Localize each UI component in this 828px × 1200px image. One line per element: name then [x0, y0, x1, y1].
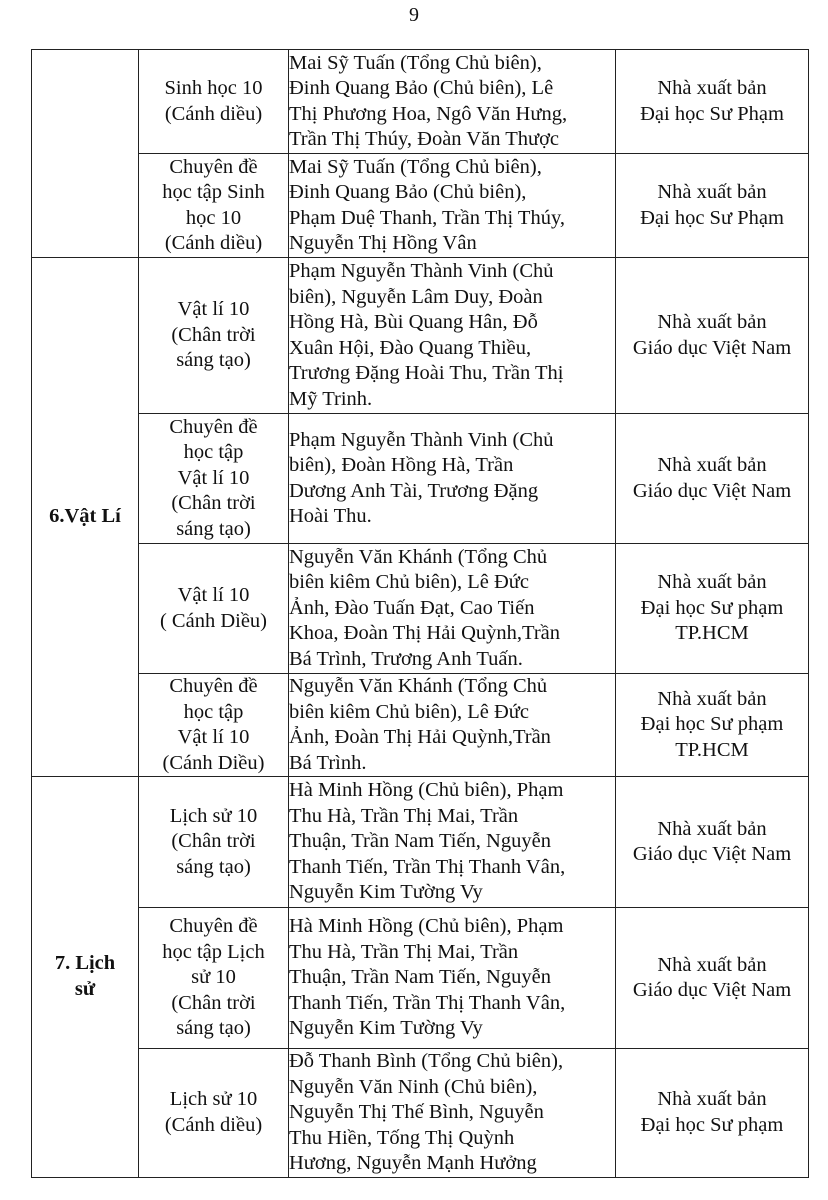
authors-text: Mai Sỹ Tuấn (Tổng Chủ biên), Đinh Quang Bảo (Chủ biên), Phạm Duệ Thanh, Trần Thị Thúy, Nguyễn Thị Hồng Vân — [289, 155, 565, 254]
authors-cell — [289, 908, 616, 1049]
book-title-cell — [139, 908, 289, 1049]
book-title-cell — [139, 414, 289, 544]
book-title-cell — [139, 1049, 289, 1178]
subject-cell — [32, 777, 139, 1178]
table-row — [32, 544, 809, 674]
publisher-cell — [616, 414, 809, 544]
book-title: Lịch sử 10 (Chân trời sáng tạo) — [169, 804, 258, 878]
book-title-cell — [139, 777, 289, 908]
authors-cell — [289, 674, 616, 777]
authors-cell — [289, 154, 616, 258]
table-row — [32, 258, 809, 414]
table-row — [32, 908, 809, 1049]
authors-text: Đỗ Thanh Bình (Tổng Chủ biên), Nguyễn Văn Ninh (Chủ biên), Nguyễn Thị Thế Bình, Nguyễn Thu Hiền, Tống Thị Quỳnh Hương, Nguyễn Mạnh Hưởng — [289, 1050, 564, 1174]
subject-label: 7. Lịch sử — [54, 952, 116, 1000]
authors-cell — [289, 1049, 616, 1178]
publisher-cell — [616, 674, 809, 777]
publisher-cell — [616, 258, 809, 414]
publisher-text: Nhà xuất bản Đại học Sư Phạm — [640, 77, 784, 125]
authors-text: Mai Sỹ Tuấn (Tổng Chủ biên), Đinh Quang Bảo (Chủ biên), Lê Thị Phương Hoa, Ngô Văn Hưng, Trần Thị Thúy, Đoàn Văn Thược — [289, 51, 568, 150]
publisher-cell — [616, 1049, 809, 1178]
publisher-text: Nhà xuất bản Giáo dục Việt Nam — [632, 311, 792, 359]
page-number: 9 — [409, 4, 419, 26]
book-title: Chuyên đề học tập Vật lí 10 (Chân trời sáng tạo) — [169, 415, 258, 540]
publisher-cell — [616, 544, 809, 674]
table-row — [32, 50, 809, 154]
book-title-cell — [139, 258, 289, 414]
publisher-text: Nhà xuất bản Giáo dục Việt Nam — [632, 454, 792, 502]
authors-cell — [289, 777, 616, 908]
publisher-text: Nhà xuất bản Giáo dục Việt Nam — [632, 817, 792, 865]
book-title-cell — [139, 544, 289, 674]
authors-cell — [289, 544, 616, 674]
publisher-cell — [616, 777, 809, 908]
publisher-text: Nhà xuất bản Giáo dục Việt Nam — [632, 953, 792, 1001]
authors-text: Phạm Nguyễn Thành Vinh (Chủ biên), Đoàn Hồng Hà, Trần Dương Anh Tài, Trương Đặng Hoài Thu. — [289, 428, 554, 527]
publisher-text: Nhà xuất bản Đại học Sư phạm TP.HCM — [640, 687, 784, 761]
book-title: Vật lí 10 (Chân trời sáng tạo) — [171, 298, 256, 372]
table-row — [32, 414, 809, 544]
subject-cell — [32, 50, 139, 258]
publisher-cell — [616, 154, 809, 258]
authors-cell — [289, 258, 616, 414]
publisher-cell — [616, 908, 809, 1049]
authors-text: Hà Minh Hồng (Chủ biên), Phạm Thu Hà, Trần Thị Mai, Trần Thuận, Trần Nam Tiến, Nguyễn Thanh Tiến, Trần Thị Thanh Vân, Nguyễn Kim Tường Vy — [289, 915, 566, 1040]
book-title: Chuyên đề học tập Vật lí 10 (Cánh Diều) — [162, 675, 265, 774]
book-title-cell — [139, 674, 289, 777]
subject-cell — [32, 258, 139, 777]
authors-text: Phạm Nguyễn Thành Vinh (Chủ biên), Nguyễn Lâm Duy, Đoàn Hồng Hà, Bùi Quang Hân, Đỗ Xuân Hội, Đào Quang Thiều, Trương Đặng Hoài Thu, Trần Thị Mỹ Trinh. — [289, 260, 564, 410]
publisher-text: Nhà xuất bản Đại học Sư phạm — [640, 1088, 784, 1136]
book-title: Vật lí 10 ( Cánh Diều) — [159, 584, 268, 632]
table-row — [32, 154, 809, 258]
table-row — [32, 674, 809, 777]
publisher-text: Nhà xuất bản Đại học Sư phạm TP.HCM — [640, 571, 784, 645]
book-title-cell — [139, 154, 289, 258]
book-title: Sinh học 10 (Cánh diều) — [164, 77, 263, 125]
textbook-table — [31, 49, 809, 1178]
authors-text: Nguyễn Văn Khánh (Tổng Chủ biên kiêm Chủ biên), Lê Đức Ảnh, Đoàn Thị Hải Quỳnh,Trần Bá Trình. — [289, 675, 551, 774]
book-title-cell — [139, 50, 289, 154]
table-row — [32, 777, 809, 908]
publisher-cell — [616, 50, 809, 154]
authors-text: Nguyễn Văn Khánh (Tổng Chủ biên kiêm Chủ biên), Lê Đức Ảnh, Đào Tuấn Đạt, Cao Tiến Khoa, Đoàn Thị Hải Quỳnh,Trần Bá Trình, Trương Anh Tuấn. — [289, 545, 561, 670]
book-title: Chuyên đề học tập Sinh học 10 (Cánh diều) — [162, 155, 265, 254]
subject-label: 6.Vật Lí — [49, 505, 121, 528]
authors-cell — [289, 50, 616, 154]
publisher-text: Nhà xuất bản Đại học Sư Phạm — [640, 181, 784, 229]
authors-cell — [289, 414, 616, 544]
book-title: Chuyên đề học tập Lịch sử 10 (Chân trời sáng tạo) — [162, 915, 265, 1040]
table-row — [32, 1049, 809, 1178]
authors-text: Hà Minh Hồng (Chủ biên), Phạm Thu Hà, Trần Thị Mai, Trần Thuận, Trần Nam Tiến, Nguyễn Thanh Tiến, Trần Thị Thanh Vân, Nguyễn Kim Tường Vy — [289, 779, 566, 904]
book-title: Lịch sử 10 (Cánh diều) — [164, 1088, 263, 1136]
